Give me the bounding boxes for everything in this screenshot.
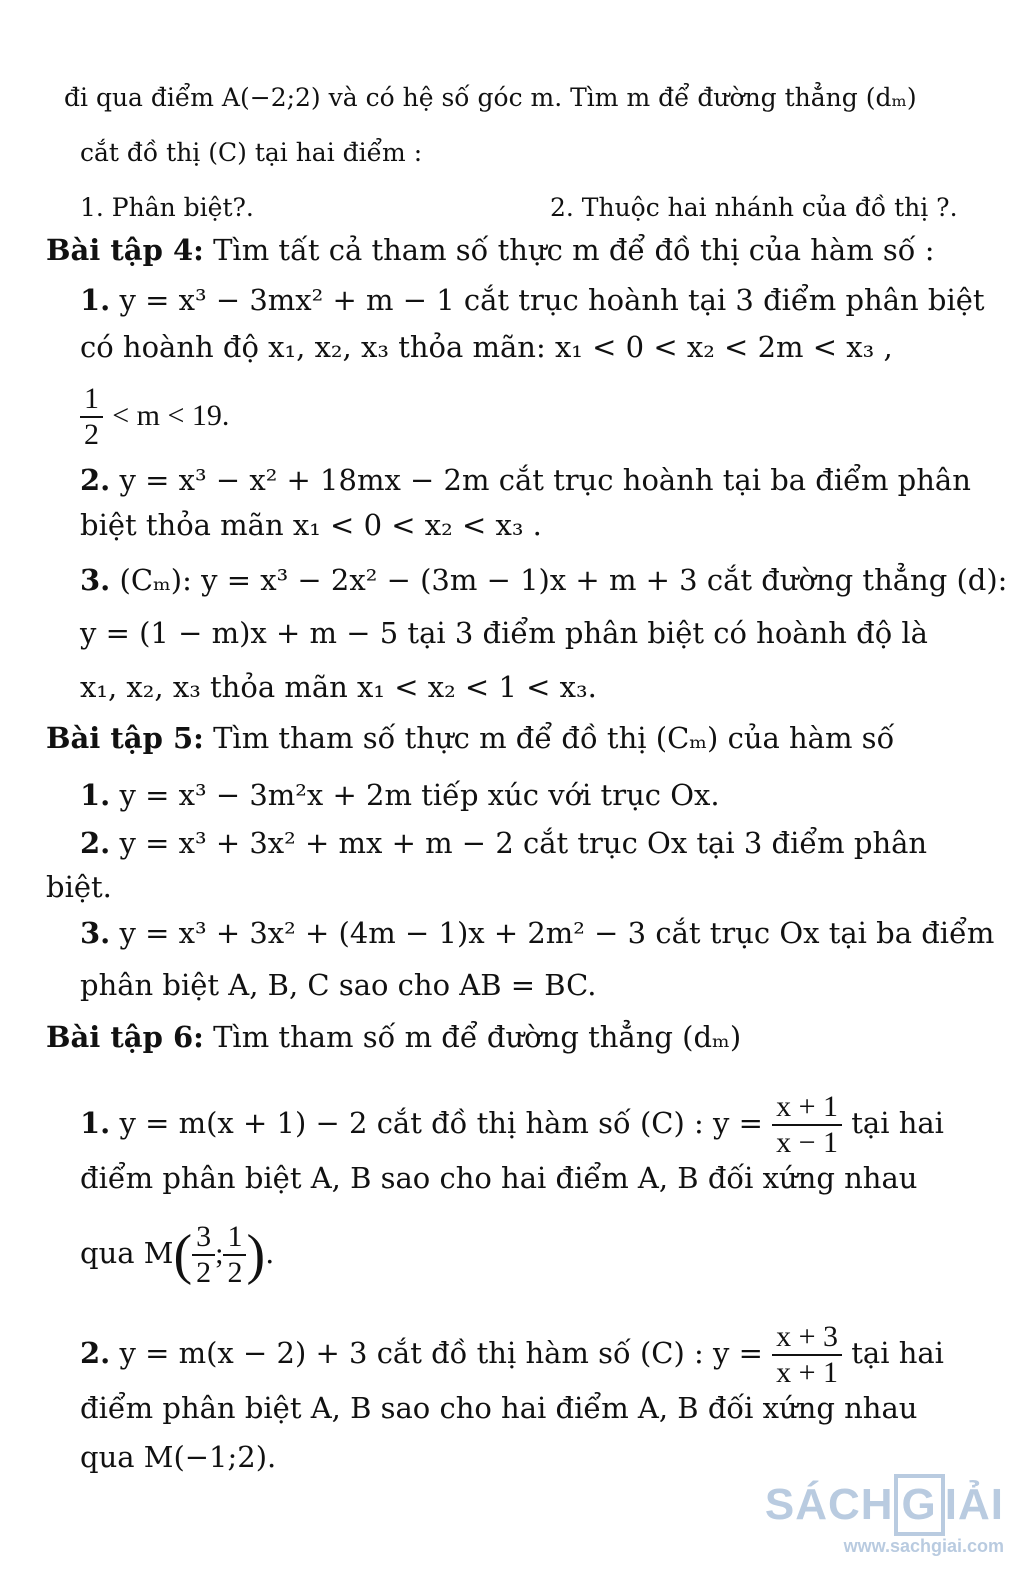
option-2-text: 2. Thuộc hai nhánh của đồ thị ?. <box>550 193 958 222</box>
item-text: qua M <box>80 1236 174 1270</box>
exercise-5-text: Tìm tham số thực m để đồ thị (Cₘ) của hàm số <box>213 721 895 755</box>
right-paren: ) <box>246 1224 266 1286</box>
item-text: y = (1 − m)x + m − 5 tại 3 điểm phân biệt có hoành độ là <box>80 616 928 650</box>
item-text: có hoành độ x₁, x₂, x₃ thỏa mãn: x₁ < 0 < x₂ < 2m < x₃ , <box>80 330 893 364</box>
exercise-6-item-2-line-2 <box>80 1388 917 1428</box>
fraction-three-halves <box>192 1220 215 1290</box>
exercise-6-title: Bài tập 6: <box>46 1020 204 1054</box>
exercise-5-item-3-line-1 <box>80 913 994 953</box>
fraction-numerator: 3 <box>192 1220 215 1256</box>
item-text-tail: tại hai <box>851 1106 944 1140</box>
exercise-4-item-1-line-3 <box>80 382 229 452</box>
exercise-6-item-1-line-1 <box>80 1090 944 1160</box>
fraction-denominator: 2 <box>227 1256 243 1289</box>
exercise-5-item-1 <box>80 775 720 815</box>
exercise-5-item-2-line-1 <box>80 823 927 863</box>
fraction-function-2 <box>772 1320 842 1390</box>
exercise-4-item-1-line-1 <box>80 280 985 320</box>
item-text: y = m(x − 2) + 3 cắt đồ thị hàm số (C) : y = <box>119 1336 763 1370</box>
intro-line-1 <box>64 78 917 118</box>
item-text: qua M(−1;2). <box>80 1440 277 1474</box>
item-text: biệt. <box>46 870 112 904</box>
sachgiai-logo <box>765 1474 1004 1536</box>
exercise-4-item-1-line-2 <box>80 327 893 367</box>
item-text: y = x³ − 3m²x + 2m tiếp xúc với trục Ox. <box>119 778 720 812</box>
item-number: 2. <box>80 826 111 860</box>
fraction-numerator: x + 1 <box>772 1090 842 1126</box>
fraction-numerator: 1 <box>223 1220 246 1256</box>
exercise-6-heading <box>46 1017 741 1057</box>
exercise-4-title: Bài tập 4: <box>46 233 204 267</box>
inequality-text: < m < 19. <box>112 399 230 432</box>
exercise-4-item-3-line-3 <box>80 667 597 707</box>
item-text: phân biệt A, B, C sao cho AB = BC. <box>80 968 597 1002</box>
fraction-denominator: x − 1 <box>776 1126 839 1159</box>
item-text: y = m(x + 1) − 2 cắt đồ thị hàm số (C) : y = <box>119 1106 763 1140</box>
item-text: điểm phân biệt A, B sao cho hai điểm A, B đối xứng nhau <box>80 1391 918 1425</box>
logo-text-left: SÁCH <box>764 1480 894 1529</box>
exercise-5-title: Bài tập 5: <box>46 721 204 755</box>
watermark-url: www.sachgiai.com <box>843 1536 1004 1556</box>
exercise-4-text: Tìm tất cả tham số thực m để đồ thị của hàm số : <box>213 233 935 267</box>
exercise-4-item-2-line-1 <box>80 460 971 500</box>
item-number: 1. <box>80 283 111 317</box>
exercise-4-item-2-line-2 <box>80 505 542 545</box>
intro-text-2: cắt đồ thị (C) tại hai điểm : <box>80 138 423 167</box>
item-number: 1. <box>80 1106 111 1140</box>
fraction-numerator: 1 <box>80 382 103 418</box>
exercise-4-heading <box>46 230 935 270</box>
logo-text-right: IẢI <box>944 1480 1004 1529</box>
exercise-6-item-1-line-2 <box>80 1158 917 1198</box>
item-text: y = x³ − 3mx² + m − 1 cắt trục hoành tại 3 điểm phân biệt <box>119 283 985 317</box>
item-text: biệt thỏa mãn x₁ < 0 < x₂ < x₃ . <box>80 508 542 542</box>
fraction-one-half <box>80 382 103 452</box>
period: . <box>265 1236 275 1270</box>
exercise-4-item-3-line-1 <box>80 560 1007 600</box>
exercise-5-item-2-line-2 <box>46 867 112 907</box>
fraction-denominator: 2 <box>84 418 99 451</box>
item-number: 3. <box>80 563 111 597</box>
item-number: 1. <box>80 778 111 812</box>
item-number: 2. <box>80 463 111 497</box>
item-text: x₁, x₂, x₃ thỏa mãn x₁ < x₂ < 1 < x₃. <box>80 670 597 704</box>
fraction-one-half <box>223 1220 246 1290</box>
intro-text-1: đi qua điểm A(−2;2) và có hệ số góc m. Tìm m để đường thẳng (dₘ) <box>64 83 917 112</box>
intro-line-2 <box>80 133 422 173</box>
item-text: (Cₘ): y = x³ − 2x² − (3m − 1)x + m + 3 cắt đường thẳng (d): <box>119 563 1008 597</box>
fraction-function-1 <box>772 1090 842 1160</box>
exercise-5-heading <box>46 718 894 758</box>
exercise-6-item-1-line-3 <box>80 1220 274 1290</box>
semicolon: ; <box>215 1237 224 1270</box>
item-number: 3. <box>80 916 111 950</box>
item-text: y = x³ + 3x² + mx + m − 2 cắt trục Ox tại 3 điểm phân <box>119 826 928 860</box>
item-text-tail: tại hai <box>851 1336 944 1370</box>
item-text: điểm phân biệt A, B sao cho hai điểm A, B đối xứng nhau <box>80 1161 918 1195</box>
exercise-5-item-3-line-2 <box>80 965 597 1005</box>
exercise-6-text: Tìm tham số m để đường thẳng (dₘ) <box>213 1020 742 1054</box>
fraction-denominator: 2 <box>196 1256 212 1289</box>
sachgiai-watermark <box>765 1474 1004 1557</box>
exercise-6-item-2-line-3 <box>80 1437 276 1477</box>
item-text: y = x³ + 3x² + (4m − 1)x + 2m² − 3 cắt trục Ox tại ba điểm <box>119 916 995 950</box>
fraction-denominator: x + 1 <box>776 1356 839 1389</box>
left-paren: ( <box>173 1224 193 1286</box>
item-number: 2. <box>80 1336 111 1370</box>
logo-box-letter: G <box>894 1474 945 1536</box>
intro-option-2 <box>550 188 958 228</box>
exercise-6-item-2-line-1 <box>80 1320 944 1390</box>
option-1-text: 1. Phân biệt?. <box>80 193 254 222</box>
intro-option-1 <box>80 188 254 228</box>
exercise-4-item-3-line-2 <box>80 613 928 653</box>
fraction-numerator: x + 3 <box>772 1320 842 1356</box>
item-text: y = x³ − x² + 18mx − 2m cắt trục hoành tại ba điểm phân <box>119 463 971 497</box>
